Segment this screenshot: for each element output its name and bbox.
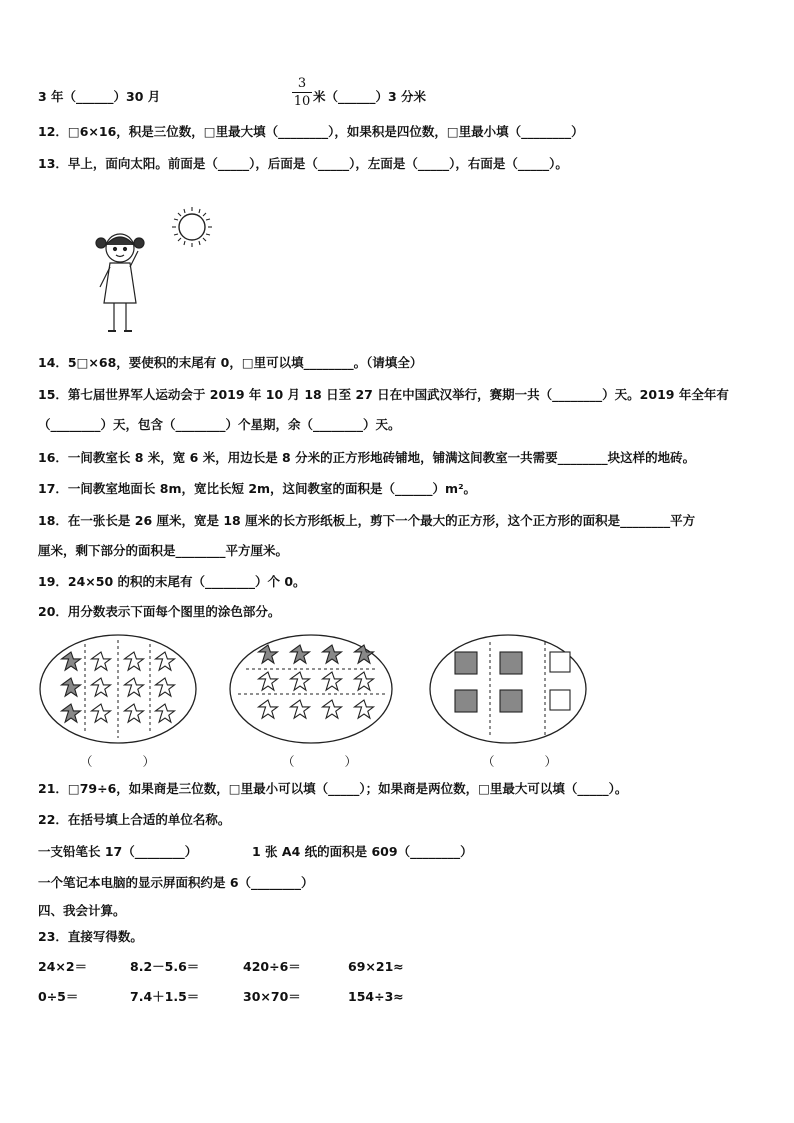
question-15-line1: 15．第七届世界军人运动会于 2019 年 10 月 18 日至 27 日在中国武汉举行，赛期一共（________）天。2019 年全年有 <box>38 387 729 402</box>
question-18-line2: 厘米，剩下部分的面积是________平方厘米。 <box>38 543 289 558</box>
fraction-denominator: 10 <box>293 94 311 109</box>
girl-and-sun-illustration <box>38 185 278 343</box>
question-18-line1: 18．在一张长是 26 厘米，宽是 18 厘米的长方形纸板上，剪下一个最大的正方形，这个正方形的面积是________平方 <box>38 513 696 528</box>
question-17: 17．一间教室地面长 8m，宽比长短 2m，这间教室的面积是（______）m²。 <box>38 481 477 496</box>
calc-row2-item1: 0÷5＝ <box>38 989 79 1004</box>
question-22-item-c: 一个笔记本电脑的显示屏面积约是 6（________） <box>38 875 314 890</box>
girl-figure <box>96 234 144 331</box>
question-23: 23．直接写得数。 <box>38 929 143 944</box>
answer-paren-1: （ ） <box>80 754 156 769</box>
question-19: 19．24×50 的积的末尾有（________）个 0。 <box>38 574 306 589</box>
question-22-item-a: 一支铅笔长 17（________） <box>38 844 198 859</box>
answer-paren-3: （ ） <box>482 754 558 769</box>
q11-left: 3 年（______）30 月 <box>38 89 161 104</box>
calc-row1-item1: 24×2＝ <box>38 959 88 974</box>
calc-row2-item2: 7.4＋1.5＝ <box>130 989 200 1004</box>
calc-row2-item3: 30×70＝ <box>243 989 301 1004</box>
answer-paren-2: （ ） <box>282 754 358 769</box>
fraction-numerator: 3 <box>297 76 307 91</box>
question-12: 12．□6×16，积是三位数，□里最大填（________），如果积是四位数，□里最小填（________） <box>38 124 584 139</box>
question-13: 13．早上，面向太阳。前面是（_____），后面是（_____），左面是（_____），右面是（_____）。 <box>38 156 568 171</box>
question-16: 16．一间教室长 8 米，宽 6 米，用边长是 8 分米的正方形地砖铺地，铺满这间教室一共需要________块这样的地砖。 <box>38 450 696 465</box>
question-22: 22．在括号填上合适的单位名称。 <box>38 812 231 827</box>
question-20: 20．用分数表示下面每个图里的涂色部分。 <box>38 604 281 619</box>
question-15-line2: （________）天，包含（________）个星期，余（________）天。 <box>38 417 401 432</box>
q11-right: 米（______）3 分米 <box>313 89 427 104</box>
question-22-item-b: 1 张 A4 纸的面积是 609（________） <box>252 844 473 859</box>
calc-row1-item4: 69×21≈ <box>348 959 404 974</box>
sun-icon <box>172 207 212 247</box>
section-heading-4: 四、我会计算。 <box>38 903 126 918</box>
oval-figure-2-stars <box>228 632 394 746</box>
fraction-3-10 <box>292 76 312 109</box>
calc-row1-item3: 420÷6＝ <box>243 959 301 974</box>
calc-row1-item2: 8.2－5.6＝ <box>130 959 200 974</box>
question-14: 14．5□×68，要使积的末尾有 0，□里可以填________。（请填全） <box>38 355 423 370</box>
oval-figure-3-squares <box>428 632 588 746</box>
question-21: 21．□79÷6，如果商是三位数，□里最小可以填（_____）；如果商是两位数，□里最大可以填（_____）。 <box>38 781 628 796</box>
fraction-bar <box>292 92 312 93</box>
oval-figure-1-stars <box>38 632 198 746</box>
calc-row2-item4: 154÷3≈ <box>348 989 404 1004</box>
